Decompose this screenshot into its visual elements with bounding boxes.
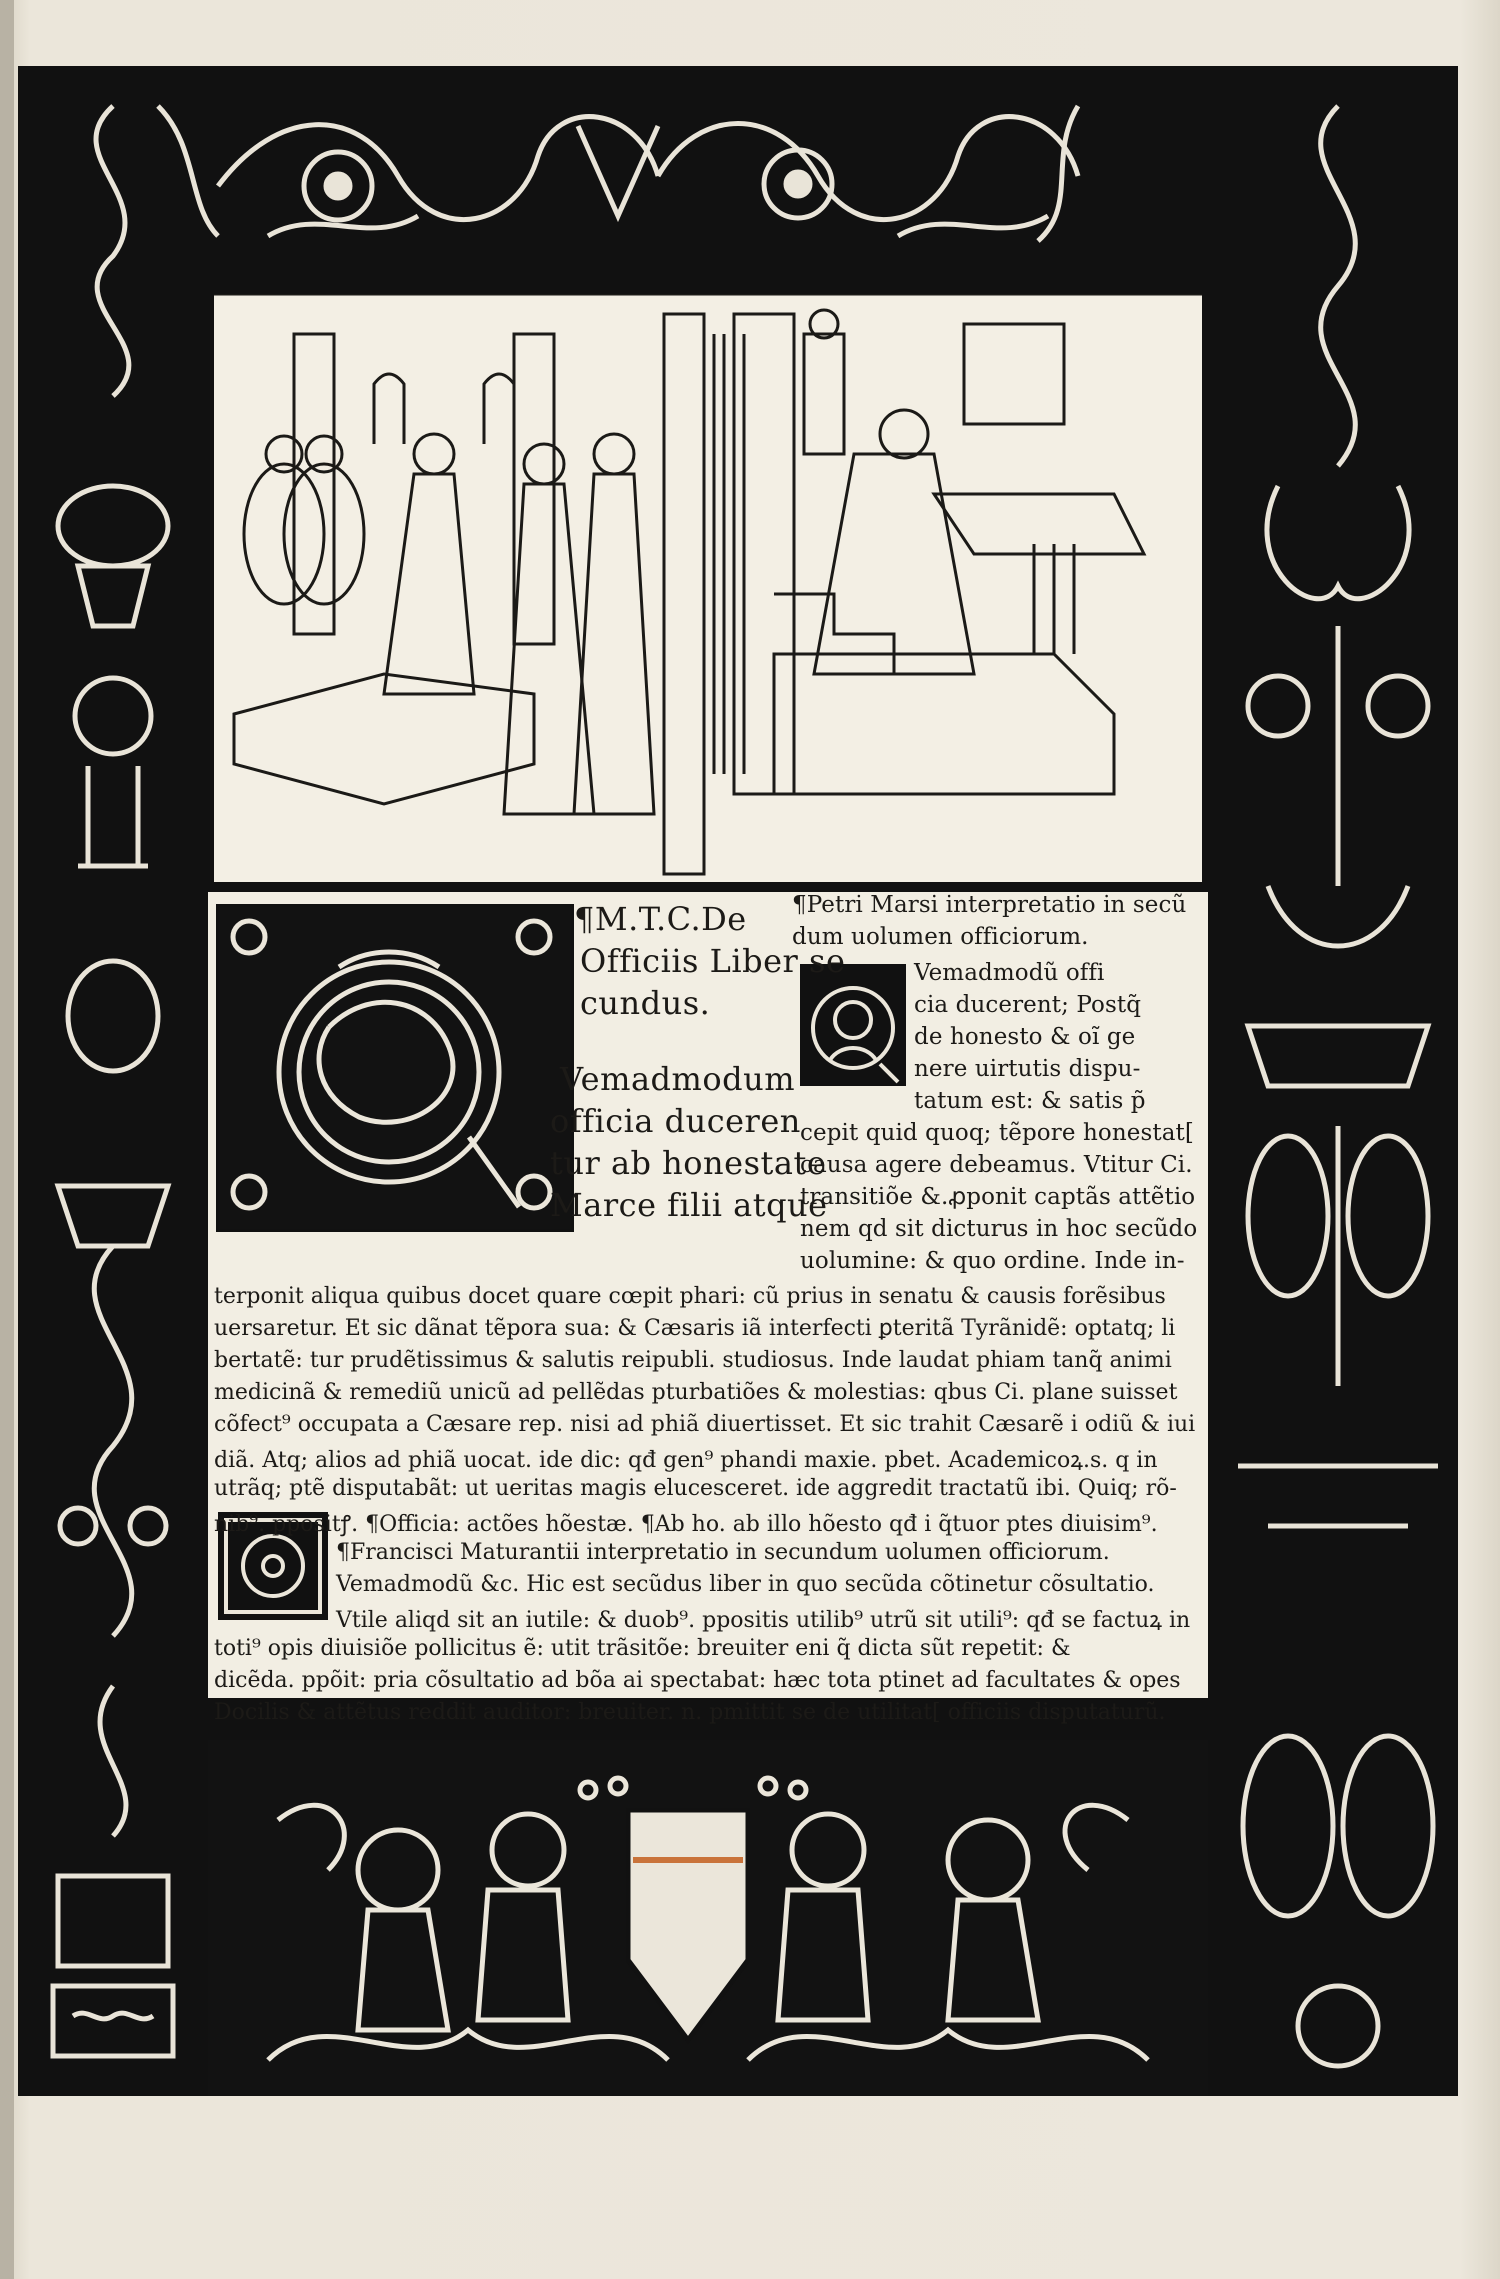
top-frieze-ornament [158,106,1078,241]
full-line-6: diã. Atq; alios ad phiã uocat. ide dic: qđ gen⁹ phandi maxie. pbet. Academicoꝝ.s. q in [214,1448,1158,1473]
right-line-10: uolumine: & quo ordine. Inde in- [800,1248,1185,1274]
right-line-6: cepit quid quoq; tẽpore honestat[ [800,1120,1194,1146]
right-line-9: nem qd sit dicturus in hoc secũdo [800,1216,1198,1242]
bottom-frieze-illustration [208,1700,1208,2096]
left-line-3: tur ab honestate [550,1144,827,1182]
left-line-2: officia duceren [550,1102,801,1140]
right-line-3: de honesto & oĩ ge [914,1024,1136,1050]
decorated-initial-q [216,904,574,1232]
initial-q-ornament [219,907,565,1223]
heading-line-2: Officiis Liber se [580,942,846,980]
full-line-3: bertatẽ: tur prudẽtissimus & salutis reipubli. studiosus. Inde laudat phiam tanq̃ animi [214,1348,1172,1373]
right-line-7: causa agere debeamus. Vtitur Ci. [800,1152,1193,1178]
page-gutter-shadow [0,0,14,2279]
heading-line-1: ¶M.T.C.De [574,900,747,938]
commentary-line-5: Docilis & attẽtus reddit auditor: breuiter. n. pmittit se de utilitat[ officiis disputaturũ. [214,1700,1166,1725]
woodcut-illustration-scholars [208,288,1208,888]
commentary-line-1: Vemadmodũ &c. Hic est secũdus liber in quo secũda cõtinetur cõsultatio. [336,1572,1155,1597]
right-line-2: cia ducerent; Postq̃ [914,992,1142,1018]
scene-drawing [214,294,1202,882]
full-line-4: medicinã & remediũ unicũ ad pellẽdas pturbatiões & molestias: qbus Ci. plane suisset [214,1380,1178,1405]
heading-line-3: cundus. [580,984,711,1022]
right-column-ornament [1238,106,1438,2066]
right-line-8: transitiõe &.ꝓponit captãs attẽtio [800,1184,1196,1210]
right-line-1: Vemadmodũ offi [914,960,1105,986]
initial-portrait-ornament [800,964,906,1086]
full-line-7: utrãq; ptẽ disputabãt: ut ueritas magis elucesceret. ide aggredit tractatũ ibi. Quiq; rõ- [214,1476,1177,1501]
full-line-8: nib⁹. ppositꝭ. ¶Officia: actões hõestæ. ¶Ab ho. ab illo hõesto qđ i q̃tuor ptes diuisim⁹. [214,1512,1158,1537]
right-line-5: tatum est: & satis p̃ [914,1088,1146,1114]
decorated-initial-q-portrait [800,964,906,1086]
full-line-2: uersaretur. Et sic dãnat tẽpora sua: & Cæsaris iã interfecti ꝑteritã Tyrãnidẽ: optatq; li [214,1316,1176,1341]
commentary-line-2: Vtile aliqd sit an iutile: & duob⁹. ppositis utilib⁹ utrũ sit utili⁹: qđ se factuꝝ in [336,1608,1191,1633]
left-line-1: Vemadmodum [560,1060,796,1098]
right-intro-2: dum uolumen officiorum. [792,924,1089,950]
commentary-line-4: dicẽda. ppõit: pria cõsultatio ad bõa ai spectabat: hæc tota ptinet ad facultates & opes [214,1668,1181,1693]
left-line-4: Marce filii atque [550,1186,828,1224]
right-line-4: nere uirtutis dispu- [914,1056,1141,1082]
full-line-1: terponit aliqua quibus docet quare cœpit phari: cũ prius in senatu & causis forẽsibus [214,1284,1166,1309]
full-line-5: cõfect⁹ occupata a Cæsare rep. nisi ad phiã diuertisset. Et sic trahit Cæsarẽ i odiũ & iui [214,1412,1196,1437]
left-column-ornament [53,106,173,2056]
commentary-line-3: toti⁹ opis diuisiõe pollicitus ẽ: utit trãsitõe: breuiter eni q̃ dicta sũt repetit: & [214,1636,1071,1661]
commentary-title: ¶Francisci Maturantii interpretatio in secundum uolumen officiorum. [336,1540,1110,1565]
right-intro-1: ¶Petri Marsi interpretatio in secũ [792,892,1187,918]
